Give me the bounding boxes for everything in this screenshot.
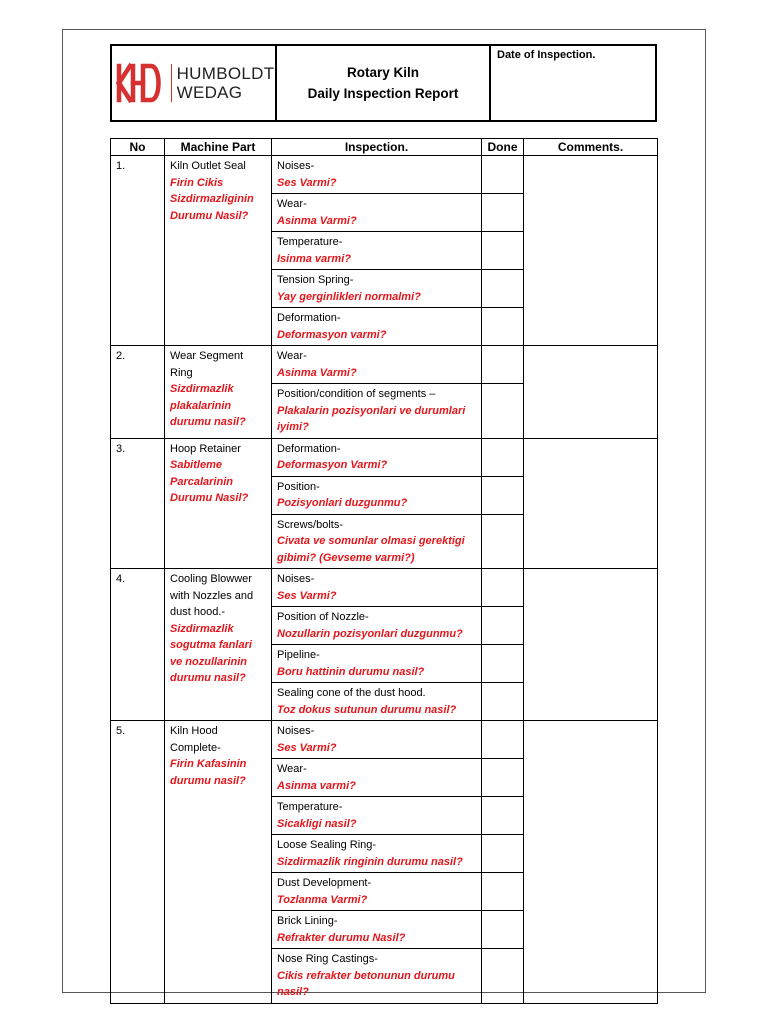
inspection-item-label: Noises-	[277, 725, 315, 737]
machine-part-translation: Sizdirmazlik plakalarinin durumu nasil?	[170, 383, 246, 428]
done-checkbox-cell[interactable]	[482, 835, 524, 873]
inspection-item-label: Temperature-	[277, 801, 343, 813]
section-number: 4.	[111, 569, 165, 721]
inspection-item-label: Dust Development-	[277, 877, 372, 889]
comments-cell[interactable]	[524, 346, 658, 439]
done-checkbox-cell[interactable]	[482, 607, 524, 645]
inspection-item-question: Asinma Varmi?	[277, 366, 357, 379]
inspection-item	[272, 835, 482, 873]
done-checkbox-cell[interactable]	[482, 797, 524, 835]
inspection-item	[272, 270, 482, 308]
inspection-item	[272, 759, 482, 797]
inspection-item	[272, 194, 482, 232]
inspection-item-label: Loose Sealing Ring-	[277, 839, 377, 851]
done-checkbox-cell[interactable]	[482, 645, 524, 683]
table-row	[111, 156, 658, 194]
title-line-2: Daily Inspection Report	[307, 86, 459, 101]
inspection-item-question: Cikis refrakter betonunun durumu nasil?	[277, 969, 455, 998]
inspection-item	[272, 911, 482, 949]
machine-part-name: Hoop Retainer	[170, 442, 241, 455]
inspection-item-label: Deformation-	[277, 442, 341, 455]
inspection-item-question: Sicakligi nasil?	[277, 817, 357, 830]
inspection-item	[272, 645, 482, 683]
inspection-item-question: Ses Varmi?	[277, 589, 337, 602]
done-checkbox-cell[interactable]	[482, 759, 524, 797]
inspection-item-question: Toz dokus sutunun durumu nasil?	[277, 703, 457, 716]
col-header-comments: Comments.	[524, 139, 658, 156]
inspection-item	[272, 476, 482, 514]
inspection-item-label: Noises-	[277, 573, 315, 585]
done-checkbox-cell[interactable]	[482, 232, 524, 270]
inspection-item-label: Position of Nozzle-	[277, 611, 369, 623]
inspection-item-label: Screws/bolts-	[277, 518, 344, 531]
machine-part-cell	[165, 346, 272, 439]
inspection-item-label: Position/condition of segments –	[277, 388, 436, 400]
col-header-machine-part: Machine Part	[165, 139, 272, 156]
done-checkbox-cell[interactable]	[482, 270, 524, 308]
machine-part-cell	[165, 721, 272, 1004]
inspection-item-question: Deformasyon Varmi?	[277, 459, 388, 471]
section-number: 1.	[111, 156, 165, 346]
inspection-table	[110, 138, 658, 1004]
inspection-item-label: Sealing cone of the dust hood.	[277, 687, 426, 699]
done-checkbox-cell[interactable]	[482, 911, 524, 949]
inspection-item-label: Noises-	[277, 160, 315, 172]
table-header-row	[111, 139, 658, 156]
inspection-item	[272, 346, 482, 384]
done-checkbox-cell[interactable]	[482, 683, 524, 721]
done-checkbox-cell[interactable]	[482, 308, 524, 346]
machine-part-name: Cooling Blowwer with Nozzles and dust hood.-	[170, 573, 254, 618]
inspection-item	[272, 514, 482, 569]
section-number: 3.	[111, 438, 165, 569]
inspection-item-label: Temperature-	[277, 236, 343, 248]
machine-part-cell	[165, 438, 272, 569]
col-header-done: Done	[482, 139, 524, 156]
table-row	[111, 721, 658, 759]
table-row	[111, 438, 658, 476]
col-header-inspection: Inspection.	[272, 139, 482, 156]
comments-cell[interactable]	[524, 569, 658, 721]
comments-cell[interactable]	[524, 156, 658, 346]
comments-cell[interactable]	[524, 438, 658, 569]
inspection-item-label: Wear-	[277, 763, 307, 775]
inspection-item-question: Ses Varmi?	[277, 741, 337, 754]
inspection-item-question: Isinma varmi?	[277, 252, 351, 265]
inspection-item-question: Nozullarin pozisyonlari duzgunmu?	[277, 627, 463, 640]
inspection-item-label: Wear-	[277, 198, 307, 210]
inspection-item	[272, 607, 482, 645]
inspection-item	[272, 797, 482, 835]
done-checkbox-cell[interactable]	[482, 721, 524, 759]
inspection-item	[272, 232, 482, 270]
date-label: Date of Inspection.	[497, 49, 596, 61]
inspection-item-question: Ses Varmi?	[277, 176, 337, 189]
done-checkbox-cell[interactable]	[482, 476, 524, 514]
inspection-item-label: Wear-	[277, 350, 307, 362]
report-title	[277, 46, 491, 120]
machine-part-cell	[165, 569, 272, 721]
section-number: 2.	[111, 346, 165, 439]
inspection-item-label: Tension Spring-	[277, 274, 354, 286]
inspection-item	[272, 438, 482, 476]
company-logo	[112, 46, 277, 120]
khd-logo-icon	[113, 60, 165, 106]
machine-part-translation: Firin Cikis Sizdirmazliginin Durumu Nasil?	[170, 176, 254, 222]
inspection-item-question: Sizdirmazlik ringinin durumu nasil?	[277, 855, 463, 868]
inspection-item-question: Tozlanma Varmi?	[277, 893, 368, 906]
inspection-item-question: Civata ve somunlar olmasi gerektigi gibimi? (Gevseme varmi?)	[277, 535, 465, 564]
col-header-no: No	[111, 139, 165, 156]
done-checkbox-cell[interactable]	[482, 156, 524, 194]
inspection-item	[272, 308, 482, 346]
comments-cell[interactable]	[524, 721, 658, 1004]
table-row	[111, 346, 658, 384]
inspection-item	[272, 569, 482, 607]
inspection-item	[272, 683, 482, 721]
inspection-item-question: Yay gerginlikleri normalmi?	[277, 290, 421, 303]
inspection-item	[272, 721, 482, 759]
done-checkbox-cell[interactable]	[482, 949, 524, 1004]
inspection-item-question: Deformasyon varmi?	[277, 328, 387, 341]
date-of-inspection-field[interactable]	[491, 46, 655, 120]
done-checkbox-cell[interactable]	[482, 873, 524, 911]
inspection-item-question: Plakalarin pozisyonlari ve durumlari iyimi?	[277, 404, 466, 433]
inspection-item-label: Deformation-	[277, 312, 341, 324]
machine-part-name: Kiln Hood Complete-	[170, 725, 221, 754]
logo-word-1: HUMBOLDT	[176, 64, 275, 83]
inspection-item-question: Boru hattinin durumu nasil?	[277, 665, 425, 678]
logo-wordmark	[171, 64, 275, 102]
inspection-item-label: Pipeline-	[277, 649, 320, 661]
done-checkbox-cell[interactable]	[482, 194, 524, 232]
report-header	[110, 44, 657, 122]
done-checkbox-cell[interactable]	[482, 438, 524, 476]
section-number: 5.	[111, 721, 165, 1004]
inspection-item-label: Nose Ring Castings-	[277, 953, 378, 965]
machine-part-name: Wear Segment Ring	[170, 350, 244, 379]
inspection-item-question: Asinma Varmi?	[277, 214, 357, 227]
inspection-item-label: Position-	[277, 480, 320, 493]
done-checkbox-cell[interactable]	[482, 569, 524, 607]
inspection-item	[272, 949, 482, 1004]
inspection-item	[272, 873, 482, 911]
done-checkbox-cell[interactable]	[482, 384, 524, 439]
machine-part-name: Kiln Outlet Seal	[170, 160, 246, 172]
machine-part-translation: Sabitleme Parcalarinin Durumu Nasil?	[170, 459, 249, 504]
inspection-item-question: Pozisyonlari duzgunmu?	[277, 497, 408, 509]
done-checkbox-cell[interactable]	[482, 514, 524, 569]
machine-part-translation: Sizdirmazlik sogutma fanlari ve nozullarinin durumu nasil?	[170, 622, 252, 684]
logo-word-2: WEDAG	[176, 83, 243, 102]
inspection-item-question: Refrakter durumu Nasil?	[277, 931, 406, 944]
inspection-item	[272, 156, 482, 194]
machine-part-translation: Firin Kafasinin durumu nasil?	[170, 758, 247, 787]
inspection-item-label: Brick Lining-	[277, 915, 338, 927]
inspection-item	[272, 384, 482, 439]
inspection-item-question: Asinma varmi?	[277, 779, 356, 792]
title-line-1: Rotary Kiln	[346, 65, 419, 80]
machine-part-cell	[165, 156, 272, 346]
table-row	[111, 569, 658, 607]
done-checkbox-cell[interactable]	[482, 346, 524, 384]
